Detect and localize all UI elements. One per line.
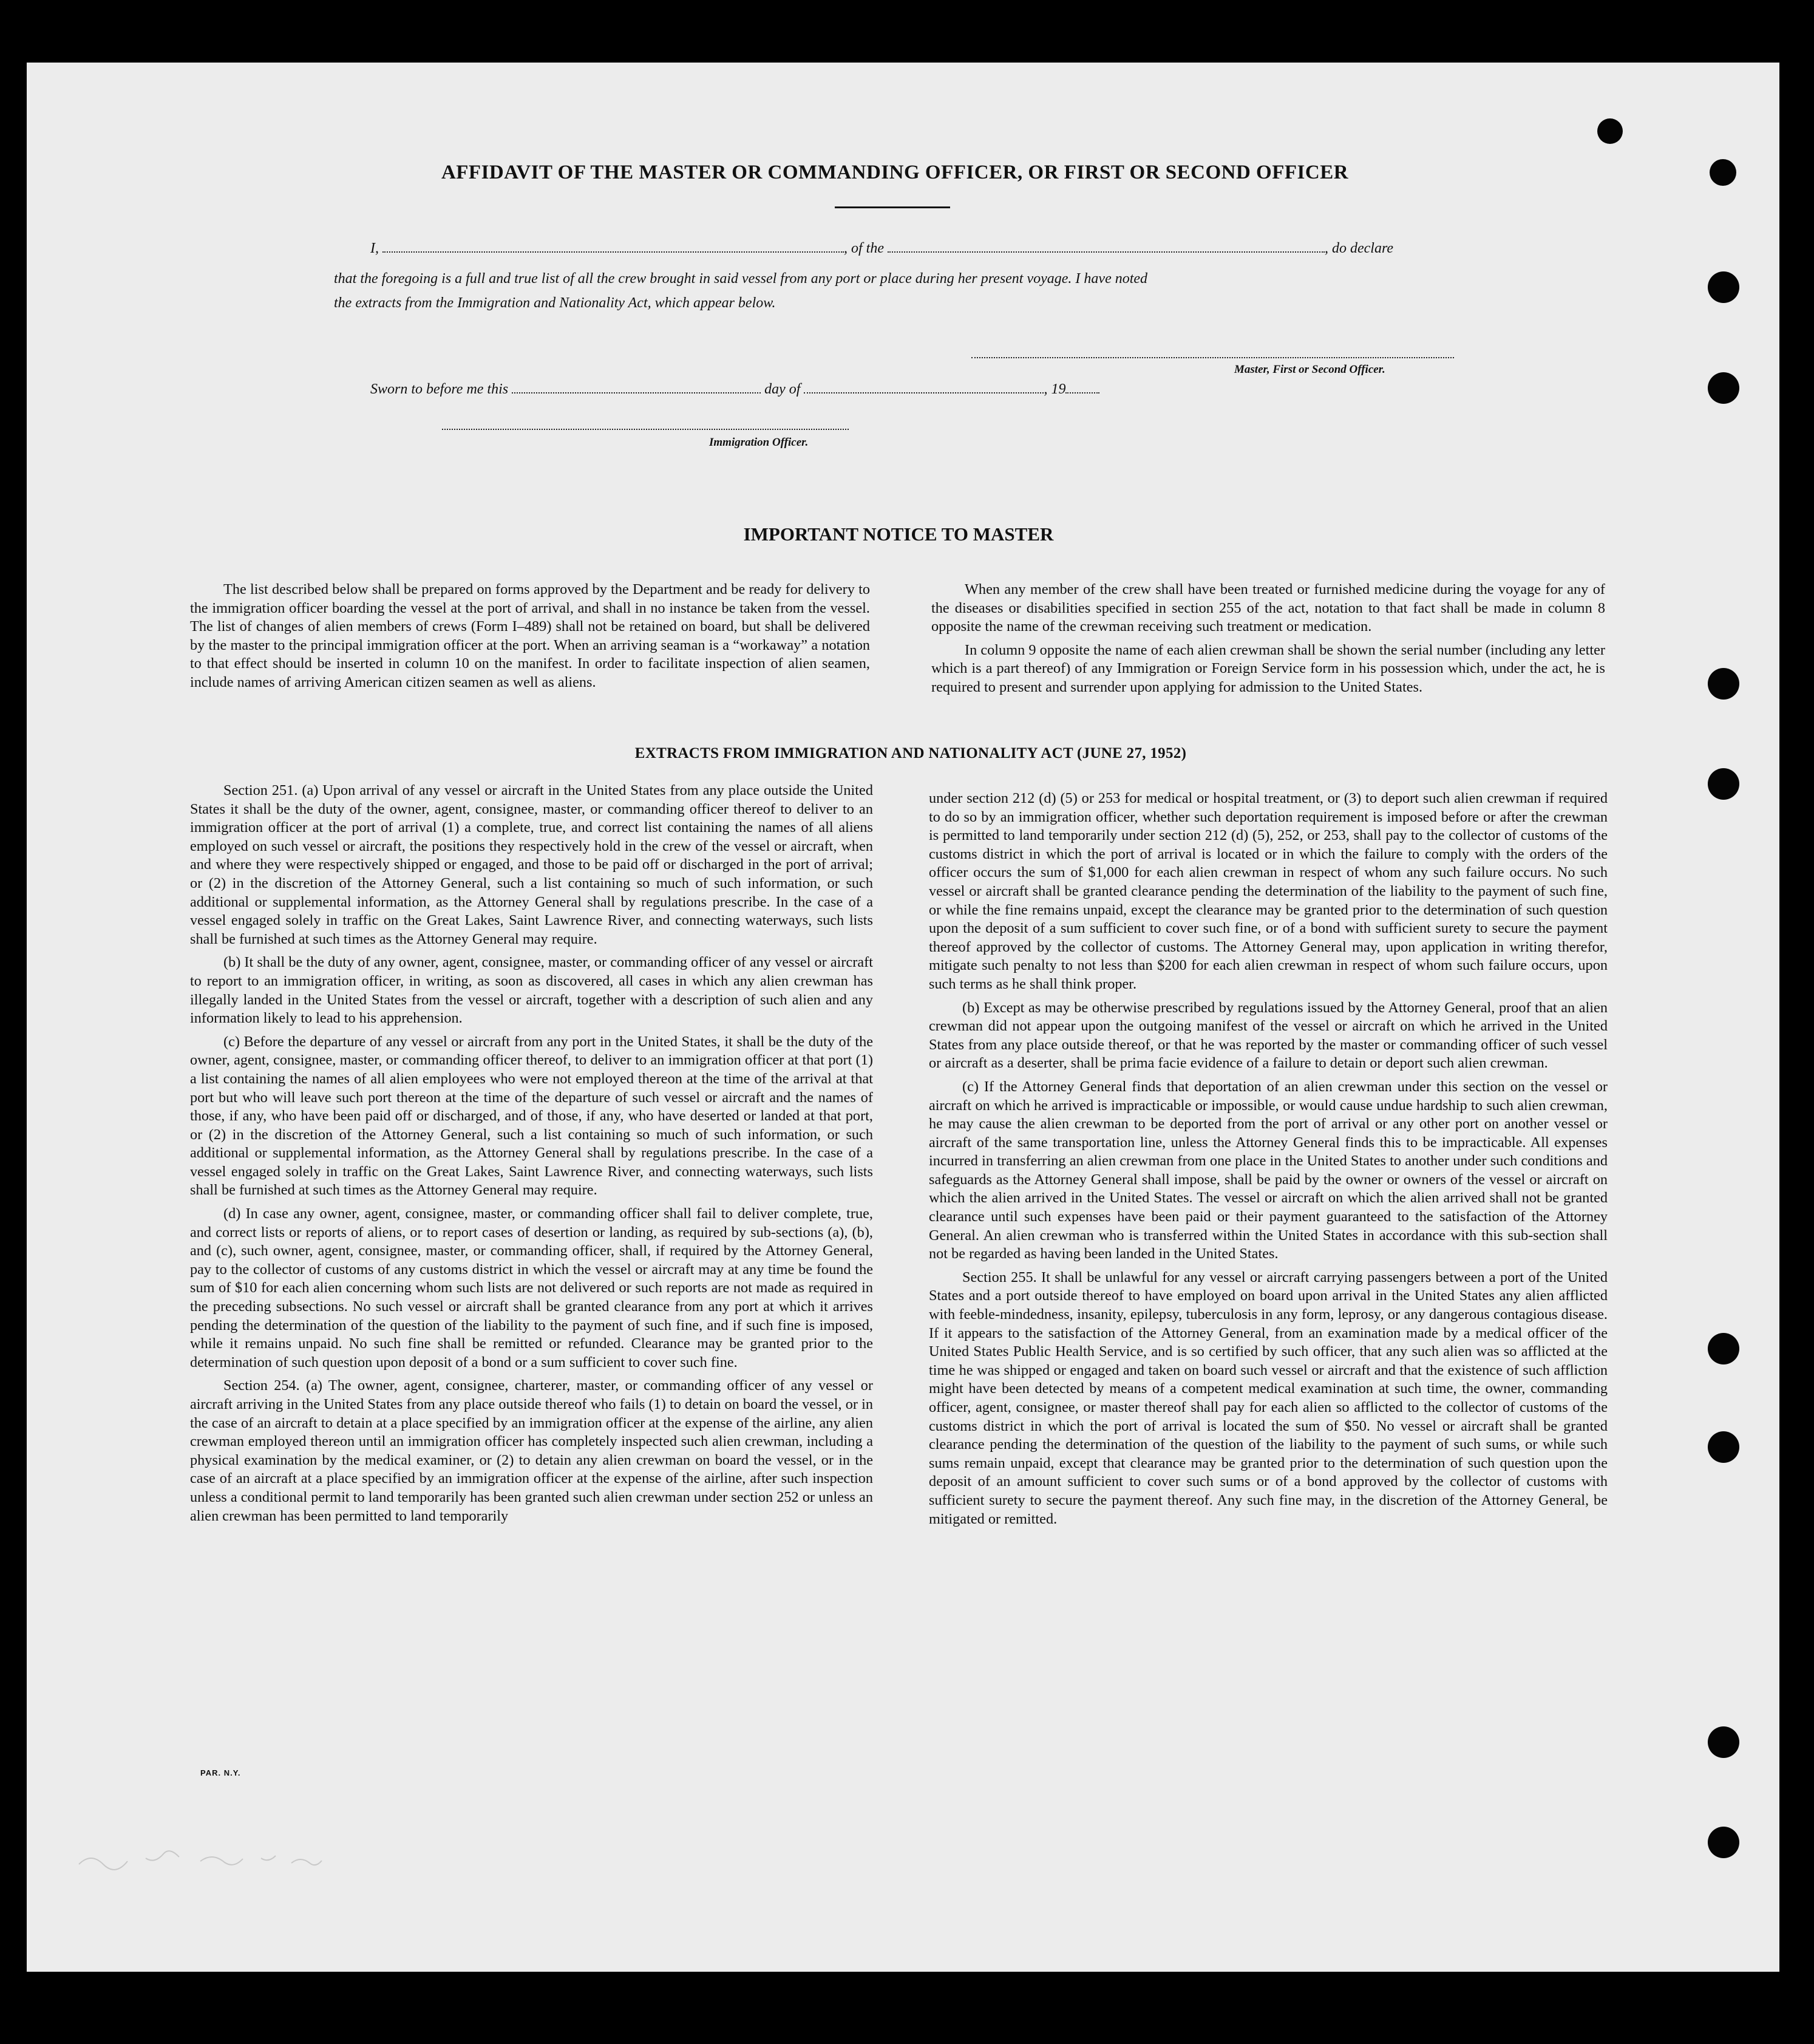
sworn-line bbox=[370, 381, 1099, 398]
declaration-line bbox=[370, 240, 1457, 257]
day-of-label: day of bbox=[764, 381, 801, 397]
notice-right-column bbox=[931, 581, 1605, 702]
sworn-day-field[interactable] bbox=[512, 381, 761, 393]
punch-hole-3 bbox=[1708, 271, 1739, 303]
extract-paragraph: (b) It shall be the duty of any owner, agent, consignee, master, or commanding officer of any vessel or aircraft to report to an immigration officer, in writing, as soon as discovered, all cases in which any alien crewman has illegally landed in the United States from the vessel or aircraft, together with a description of such alien and any information likely to lead to his apprehension. bbox=[190, 954, 873, 1027]
punch-hole-6 bbox=[1708, 768, 1739, 800]
immigration-officer-signature-field[interactable] bbox=[442, 429, 849, 430]
sworn-label: Sworn to before me this bbox=[370, 381, 509, 397]
vessel-name-field[interactable] bbox=[888, 240, 1325, 253]
extract-paragraph: (b) Except as may be otherwise prescribed by regulations issued by the Attorney General, proof that an alien crewman did not appear upon the outgoing manifest of the vessel or aircraft on which he arrived in the United States from any place outside thereof, or that he was reported by the master or commanding officer of such vessel or aircraft as a deserter, shall be prima facie evidence of a failure to detain or deport such alien crewman. bbox=[929, 999, 1608, 1072]
punch-hole-4 bbox=[1708, 372, 1739, 404]
notice-left-column bbox=[190, 581, 870, 697]
extract-paragraph: (c) Before the departure of any vessel or aircraft from any port in the United States, it shall be the duty of the owner, agent, consignee, master, or commanding officer thereof, to deliver to an immigration officer at that port (1) a list containing the names of all alien employees who were not employed thereon at the time of the arrival at that port but who will leave such port thereon at the time of the departure of such vessel or aircraft and the names of those, if any, who have been paid off or discharged, and of those, if any, who have deserted or landed at that port, or (2) in the discretion of the Attorney General, such a list containing so much of such information, or such additional or supplemental information, as the Attorney General shall by regulations prescribe. In the case of a vessel engaged solely in traffic on the Great Lakes, Saint Lawrence River, and connecting waterways, such lists shall be furnished at such times as the Attorney General may require. bbox=[190, 1033, 873, 1199]
punch-hole-10 bbox=[1708, 1827, 1739, 1858]
declarant-name-field[interactable] bbox=[382, 240, 844, 253]
punch-hole-2 bbox=[1710, 159, 1736, 186]
sworn-month-field[interactable] bbox=[804, 381, 1044, 393]
punch-hole-7 bbox=[1708, 1333, 1739, 1364]
notice-paragraph: In column 9 opposite the name of each alien crewman shall be shown the serial number (including any letter which is a part thereof) of any Immigration or Foreign Service form in his possession which, under the act, he is required to present and surrender upon applying for admission to the United States. bbox=[931, 641, 1605, 695]
master-signature-field[interactable] bbox=[971, 357, 1454, 358]
notice-paragraph: When any member of the crew shall have been treated or furnished medicine during the voyage for any of the diseases or disabilities specified in section 255 of the act, notation to that fact shall be made in column 8 opposite the name of the crewman receiving such treatment or medication. bbox=[931, 581, 1605, 635]
declarant-prefix: I, bbox=[370, 240, 379, 256]
master-signature-label: Master, First or Second Officer. bbox=[1234, 363, 1385, 376]
extract-paragraph: Section 255. It shall be unlawful for any vessel or aircraft carrying passengers between a port of the United States and a port outside thereof to have employed on board upon arrival in the United States any alien afflicted with feeble-mindedness, insanity, epilepsy, tuberculosis in any form, leprosy, or any dangerous contagious disease. If it appears to the satisfaction of the Attorney General, from an examination made by a medical officer of the United States Public Health Service, and is so certified by such officer, that any such alien was so afflicted at the time he was shipped or engaged and taken on board such vessel or aircraft and that the existence of such affliction might have been detected by means of a competent medical examination at such time, the owner, commanding officer, agent, consignee, or master thereof shall pay for each alien so afflicted to the collector of customs of the customs district in which the port of arrival is located the sum of $50. No vessel or aircraft shall be granted clearance pending the determination of the question of the liability to the payment of such sums, or while such sums remain unpaid, except that clearance may be granted prior to the determination of such question upon the deposit of an amount sufficient to cover such sums or of a bond approved by the collector of customs with sufficient surety to secure the payment thereof. Any such fine may, in the discretion of the Attorney General, be mitigated or remitted. bbox=[929, 1269, 1608, 1527]
declaration-text-line2: that the foregoing is a full and true list of all the crew brought in said vessel from any port or place during her present voyage. I have noted bbox=[334, 271, 1148, 287]
punch-hole-8 bbox=[1708, 1431, 1739, 1463]
extract-paragraph: under section 212 (d) (5) or 253 for medical or hospital treatment, or (3) to deport such alien crewman if required to do so by an immigration officer, whether such deportation requirement is imposed before or after the crewman is permitted to land temporarily under section 212 (d) (5), 252, or 253, shall pay to the collector of customs of the customs district in which the port of arrival is located or in which the failure to comply with the orders of the officer occurs the sum of $1,000 for each alien crewman in respect of whom any such failure occurs. No such vessel or aircraft shall be granted clearance pending the determination of the liability to the payment of such fine, or while the fine remains unpaid, except the clearance may be granted prior to the determination of such question upon the deposit of a sum sufficient to cover such fine, or of a bond with sufficient surety to secure the payment thereof approved by the collector of customs. The Attorney General may, upon application in writing therefor, mitigate such penalty to not less than $200 for each alien crewman in respect of whom such failure occurs, upon such terms as he shall think proper. bbox=[929, 790, 1608, 992]
declare-label: , do declare bbox=[1325, 240, 1394, 256]
extract-paragraph: (c) If the Attorney General finds that deportation of an alien crewman under this section on the vessel or aircraft on which he arrived is impracticable or impossible, or would cause undue hardship to such alien crewman, he may cause the alien crewman to be deported from the port of arrival or any other port on another vessel or aircraft of the same transportation line, unless the Attorney General finds this to be impracticable. All expenses incurred in transferring an alien crewman from one place in the United States to another under such conditions and safeguards as the Attorney General shall impose, shall be paid by the owner or owners of the vessel or aircraft on which the alien arrived in the United States. The vessel or aircraft on which the alien arrived shall not be granted clearance until such expenses have been paid or their payment guaranteed to the satisfaction of the Attorney General. An alien crewman who is transferred within the United States in accordance with this sub-section shall not be regarded as having been landed in the United States. bbox=[929, 1078, 1608, 1262]
punch-hole-1 bbox=[1597, 118, 1623, 144]
extract-paragraph: Section 254. (a) The owner, agent, consignee, charterer, master, or commanding officer of any vessel or aircraft arriving in the United States from any place outside thereof who fails (1) to detain on board the vessel, or in the case of an aircraft to detain at a place specified by an immigration officer at the expense of the airline, any alien crewman employed thereon until an immigration officer has completely inspected such alien crewman, including a physical examination by the medical examiner, or (2) to detain any alien crewman on board the vessel, or in the case of an aircraft at a place specified by an immigration officer at the expense of the airline, after such inspection unless a conditional permit to land temporarily has been granted such alien crewman under section 252 or unless an alien crewman has been permitted to land temporarily bbox=[190, 1377, 873, 1524]
printer-mark: PAR. N.Y. bbox=[200, 1768, 241, 1777]
immigration-officer-label: Immigration Officer. bbox=[709, 436, 809, 449]
title-divider bbox=[835, 206, 950, 208]
notice-paragraph: The list described below shall be prepared on forms approved by the Department and be ready for delivery to the immigration officer boarding the vessel at the port of arrival, and shall in no instance be taken from the vessel. The list of changes of alien members of crews (Form I–489) shall not be retained on board, but shall be delivered by the master to the principal immigration officer at the port. When an arriving seaman is a “workaway” a notation to that effect should be inserted in column 10 on the manifest. In order to facilitate inspection of alien seamen, include names of arriving American citizen seamen as well as aliens. bbox=[190, 581, 870, 690]
year-label: , 19 bbox=[1044, 381, 1066, 397]
sworn-year-field[interactable] bbox=[1065, 381, 1099, 393]
extracts-title: EXTRACTS FROM IMMIGRATION AND NATIONALITY ACT (JUNE 27, 1952) bbox=[634, 745, 1187, 761]
extracts-left-column bbox=[190, 782, 873, 1530]
extract-paragraph: Section 251. (a) Upon arrival of any vessel or aircraft in the United States from any place outside the United States it shall be the duty of the owner, agent, consignee, master, or commanding officer thereof to deliver to an immigration officer at the port of arrival (1) a complete, true, and correct list containing the names of all aliens employed on such vessel or aircraft, the positions they respectively hold in the crew of the vessel or aircraft, when and where they were respectively shipped or engaged, and those to be paid off or discharged in the port of arrival; or (2) in the discretion of the Attorney General, such a list containing so much of such information, or such additional or supplemental information, as the Attorney General shall by regulations prescribe. In the case of a vessel engaged solely in traffic on the Great Lakes, Saint Lawrence River, and connecting waterways, such lists shall be furnished at such times as the Attorney General may require. bbox=[190, 782, 873, 947]
punch-hole-5 bbox=[1708, 668, 1739, 700]
notice-title: IMPORTANT NOTICE TO MASTER bbox=[743, 523, 1054, 545]
declaration-text-line3: the extracts from the Immigration and Nationality Act, which appear below. bbox=[334, 295, 776, 311]
extract-paragraph: (d) In case any owner, agent, consignee, master, or commanding officer shall fail to deliver complete, true, and correct lists or reports of aliens, or to report cases of desertion or landing, as required by sub-sections (a), (b), and (c), such owner, agent, consignee, master, or commanding officer, shall, if required by the Attorney General, pay to the collector of customs of any customs district in which the vessel or aircraft may at any time be found the sum of $10 for each alien concerning whom such lists are not delivered or such reports are not made as required in the preceding subsections. No such vessel or aircraft shall be granted clearance from any port at which it arrives pending the determination of the question of the liability to the payment of such fine, and if such fine is imposed, while it remains unpaid. No such fine shall be remitted or refunded. Clearance may be granted prior to the determination of such question upon deposit of a bond or a sum sufficient to cover such fine. bbox=[190, 1205, 873, 1371]
extracts-right-column bbox=[929, 789, 1608, 1533]
of-the-label: , of the bbox=[844, 240, 884, 256]
pencil-scribble bbox=[73, 1840, 352, 1876]
punch-hole-9 bbox=[1708, 1726, 1739, 1758]
affidavit-title: AFFIDAVIT OF THE MASTER OR COMMANDING OFFICER, OR FIRST OR SECOND OFFICER bbox=[441, 162, 1349, 183]
